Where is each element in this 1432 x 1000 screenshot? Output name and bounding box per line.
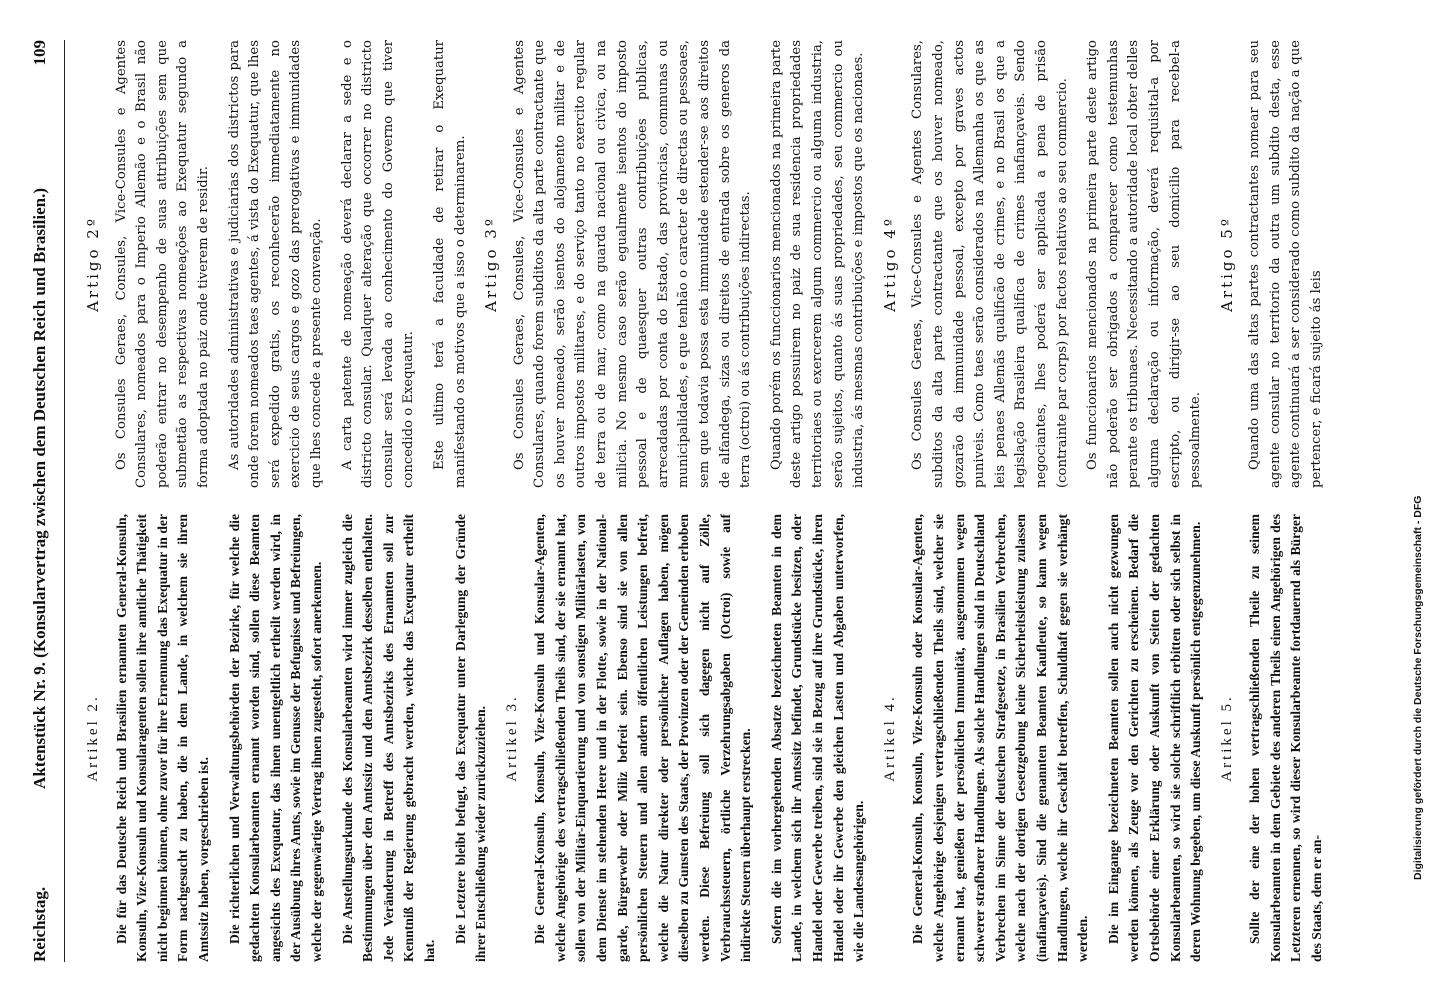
- header-rule: [64, 40, 65, 962]
- header-title: Aktenstück Nr. 9. (Konsularvertrag zwischen dem Deutschen Reich und Brasilien.): [30, 187, 49, 789]
- portuguese-art2-p2: As autoridades administrativas e judiciarias dos districtos para onde forem nomeados taes agentes, á vista do Exequatur, que lhes será expedido gratis, os reconhecerão immediatamente no exercicio de seus cargos e gozo das prerogativas e immunidades que lhes concede a presente convenção.: [226, 40, 324, 488]
- german-art4-p2: Die im Eingange bezeichneten Beamten sollen auch nicht gezwungen werden können, als Zeuge vor den Gerichten zu erscheinen. Bedarf die Ortsbehörde einer Erklärung oder Auskunft von Seiten der gedachten Konsularbeamten, so wird sie solche schriftlich erbitten oder sich selbst in deren Wohnung begeben, um diese Auskunft persönlich entgegenzunehmen.: [1105, 514, 1204, 962]
- german-art3-p2: Sofern die im vorhergehenden Absatze bezeichneten Beamten in dem Lande, in welchem sich ihr Amtssitz befindet, Grundstücke besitzen, oder Handel oder Gewerbe treiben, sind sie in Bezug auf ihre Grundstücke, ihren Handel oder ihr Gewerbe den gleichen Lasten und Abgaben unterworfen, wie die Landesangehörigen.: [768, 514, 867, 962]
- portuguese-art4-heading: Artigo 4º: [880, 216, 899, 312]
- german-art2-p1: Die für das Deutsche Reich und Brasilien ernannten General-Konsuln, Konsuln, Vize-Konsuln und Konsularagenten sollen ihre amtliche Thätigkeit nicht beginnen können, ohne zuvor für ihre Ernennung das Exequatur in der Form nachgesucht zu haben, die in dem Lande, in welchem sie ihren Amtssitz haben, vorgeschrieben ist.: [113, 514, 211, 962]
- german-art2-p3: Die Anstellungsurkunde des Konsularbeamten wird immer zugleich die Bestimmungen über den Amtssitz und den Amtsbezirk desselben enthalten. Jede Veränderung in Betreff des Amtsbezirks des Ernannten soll zur Kenntniß der Regierung gebracht werden, welche das Exequatur ertheilt hat.: [339, 514, 437, 962]
- german-art3-p1: Die General-Konsuln, Konsuln, Vize-Konsuln und Konsular-Agenten, welche Angehörige des vertragschließenden Theils sind, der sie ernannt hat, sollen von der Militär-Einquartierung und von sonstigen Militärlasten, von dem Dienste im stehenden Heere und in der Flotte, sowie in der National-garde, Bürgerwehr oder Miliz befreit sein. Ebenso sind sie von allen persönlichen Steuern und allen andern öffentlichen Leistungen befreit, welche die Natur direkter oder persönlicher Auflagen haben, mögen dieselben zu Gunsten des Staats, der Provinzen oder der Gemeinden erhoben werden. Diese Befreiung soll sich dagegen nicht auf Zölle, Verbrauchssteuern, örtliche Verzehrungsabgaben (Octroi) sowie auf indirekte Steuern überhaupt erstrecken.: [532, 514, 754, 962]
- digitization-credit: [1410, 20, 1426, 880]
- german-art5-p1: Sollte der eine der hohen vertragschließenden Theile zu seinem Konsularbeamten in dem Gebiete des anderen Theils einen Angehörigen des Letzteren ernennen, so wird dieser Konsularbeamte fortdauernd als Bürger des Staats, dem er an-: [1247, 514, 1325, 962]
- german-art3-heading: Artikel 3.: [503, 694, 520, 782]
- portuguese-column: [73, 40, 1338, 488]
- portuguese-art2-p4: Este ultimo terá a faculdade de retirar o Exequatur manifestando os motivos que a isso o determinarem.: [431, 40, 468, 488]
- german-art2-heading: Artikel 2.: [85, 694, 101, 782]
- portuguese-art5-heading: Artigo 5º: [1217, 216, 1236, 312]
- running-head: [30, 40, 50, 962]
- german-column: [73, 514, 1338, 962]
- portuguese-art3-p1: Os Consules Geraes, Consules, Vice-Consules e Agentes Consulares, quando forem subditos da alta parte contractante que os houver nomeado, serão isentos do alojamento militar e de outros impostos militares, e do serviço tanto no exercito regular de terra ou de mar, como na guarda nacional ou civica, ou na milicia. No mesmo caso serão egualmente isentos do imposto pessoal e de quaesquer outras contribuições publicas, arrecadadas por conta do Estado, das provincias, communas ou municipalidades, e que tenhão o caracter de directas ou pessoaes, sem que todavia possa esta immunidade estender-se aos direitos de alfandega, sizas ou direitos de entrada sobre os generos da terra (octroi) ou ás contribuições indirectas.: [511, 40, 754, 488]
- german-art4-p1: Die General-Konsuln, Konsuln, Vize-Konsuln oder Konsular-Agenten, welche Angehörige desjenigen vertragschließenden Theils sind, welcher sie ernannt hat, genießen der persönlichen Immunität, ausgenommen wegen schwerer strafbarer Handlungen. Als solche Handlungen sind in Deutschland Verbrechen im Sinne der deutschen Strafgesetze, in Brasilien Verbrechen, welche nach der dortigen Gesetzgebung keine Sicherheitsleistung zulassen (inafiançaveis). Sind die genannten Beamten Kaufleute, so kann wegen Handlungen, welche ihr Geschäft betreffen, Schuldhaft gegen sie verhängt werden.: [910, 514, 1091, 962]
- german-art2-p4: Die Letztere bleibt befugt, das Exequatur unter Darlegung der Gründe ihrer Entschließung wieder zurückzuziehen.: [452, 514, 489, 962]
- german-art4-heading: Artikel 4.: [881, 694, 898, 782]
- portuguese-art2-p3: A carta patente de nomeação deverá declarar a sede e o districto consular. Qualquer alteração que occorrer no districto consular será levada ao conhecimento do Governo que tiver concedido o Exequatur.: [339, 40, 417, 488]
- dfg-credit-text: Digitalisierung gefördert durch die Deutsche Forschungsgemeinschaft - DFG: [1412, 495, 1424, 880]
- portuguese-art4-p2: Os funccionarios mencionados na primeira parte deste artigo não poderão ser obrigados a comparecer como testemunhas perante os tribunaes. Necessitando a autoridade local obter delles alguma declaração ou informação, deverá requisital-a por escripto, ou dirigir-se ao seu domicilio para recebel-a pessoalmente.: [1085, 40, 1204, 488]
- portuguese-art4-p1: Os Consules Geraes, Vice-Consules e Agentes Consulares, subditos da alta parte contractante que os houver nomeado, gozarão da immunidade pessoal, excepto por graves actos puniveis. Como taes serão considerados na Allemanha os que as leis penaes Allemãs qualificão de crimes, e no Brasil os que a legislação Brasileira qualifica de crimes inafiançaveis. Sendo negociantes, lhes poderá ser applicada a pena de prisão (contrainte par corps) por factos relativos ao seu commercio.: [910, 40, 1070, 488]
- header-left: Reichstag.: [30, 886, 49, 962]
- german-art2-p2: Die richterlichen und Verwaltungsbehörden der Bezirke, für welche die gedachten Konsularbeamten ernannt worden sind, sollen diese Beamten angesichts des Exequatur, das ihnen unentgeltlich ertheilt werden wird, in der Ausübung ihres Amts, sowie im Genusse der Befugnisse und Befreiungen, welche der gegenwärtige Vertrag ihnen zugesteht, sofort anerkennen.: [226, 514, 324, 962]
- page-number: 109: [30, 40, 49, 66]
- portuguese-art3-heading: Artigo 3º: [482, 216, 501, 312]
- german-art5-heading: Artikel 5.: [1218, 694, 1235, 782]
- two-column-text: [73, 40, 1338, 962]
- portuguese-art5-p1: Quando uma das altas partes contractantes nomear para seu agente consular no territorio da outra um subdito desta, esse agente continuará a ser considerado como subdito da nação a que pertencer, e ficará sujeito ás leis: [1247, 40, 1325, 488]
- portuguese-art2-p1: Os Consules Geraes, Consules, Vice-Consules e Agentes Consulares, nomeados para o Imperio Allemão e o Brasil não poderão entrar no desempenho de suas attribuições sem que submettão as respectivas nomeações ao Exequatur segundo a forma adoptada no paiz onde tiverem de residir.: [113, 40, 211, 488]
- portuguese-art2-heading: Artigo 2º: [84, 216, 102, 312]
- portuguese-art3-p2: Quando porém os funccionarios mencionados na primeira parte deste artigo possuirem no paiz de sua residencia propriedades territoriaes ou exercerem algum commercio ou alguma industria, serão sujeitos, quanto ás suas propriedades, seu commercio ou industria, ás mesmas contribuições e impostos que os nacionaes.: [768, 40, 867, 488]
